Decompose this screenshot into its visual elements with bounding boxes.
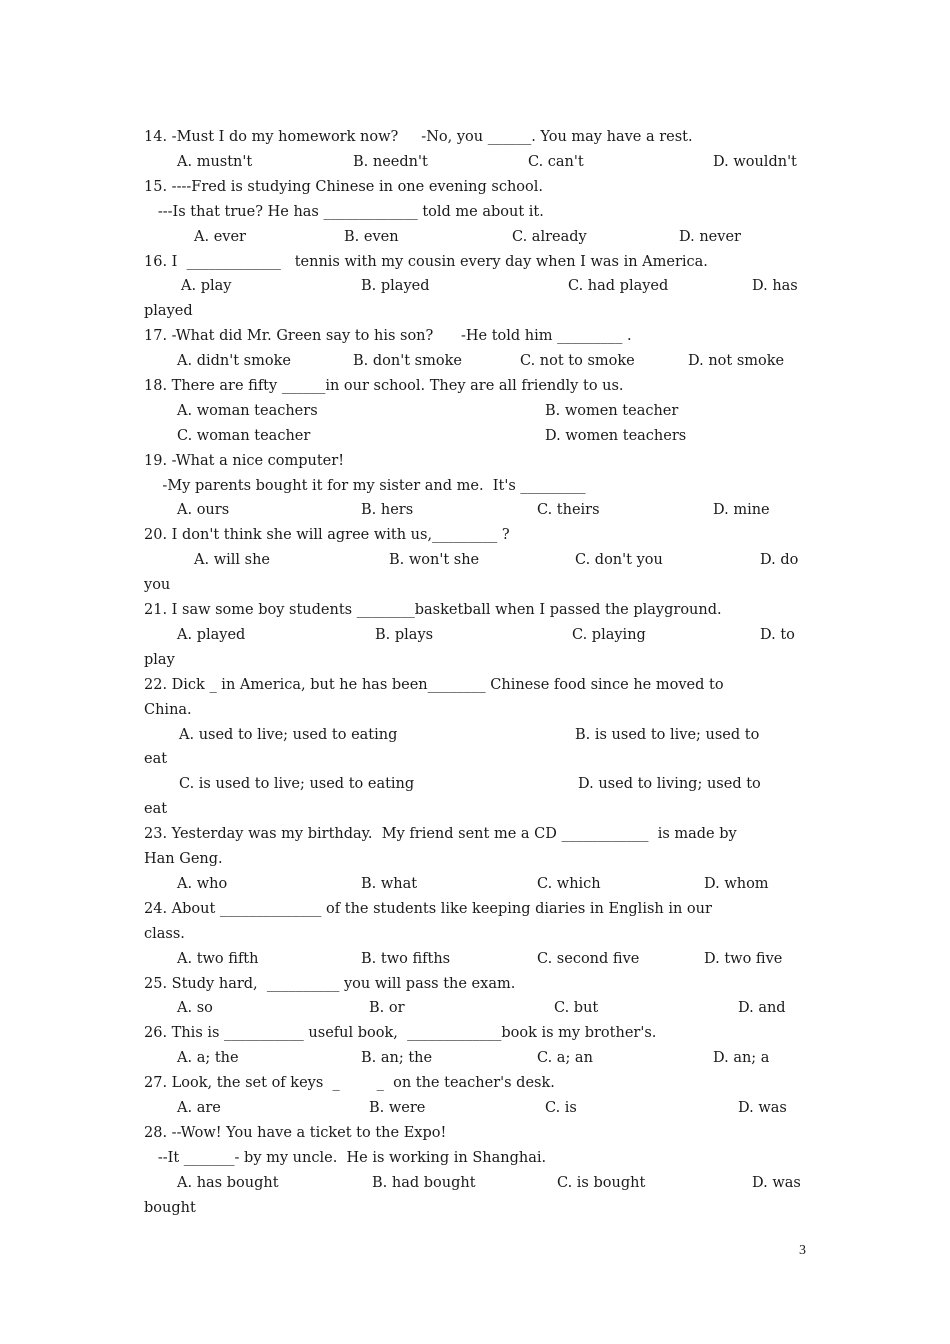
question-item (144, 1071, 824, 1121)
answer-option: B. an; the (361, 1050, 433, 1067)
answer-option: A. didn't smoke (177, 353, 291, 370)
answer-option: B. even (344, 228, 399, 245)
options-row (144, 947, 824, 972)
question-line: 18. There are fifty ______in our school. They are all friendly to us. (144, 378, 624, 394)
answer-option: C. don't you (575, 552, 663, 569)
answer-option: B. plays (375, 626, 434, 643)
question-line: eat (144, 801, 168, 818)
answer-option: C. which (537, 875, 601, 892)
options-row (144, 996, 824, 1021)
question-item (144, 523, 824, 598)
question-line: Han Geng. (144, 851, 223, 868)
question-line: 25. Study hard, __________ you will pass the exam. (144, 975, 516, 992)
question-line: 23. Yesterday was my birthday. My friend sent me a CD ____________ is made by (144, 826, 737, 843)
answer-option: A. mustn't (177, 153, 253, 170)
question-line: 26. This is ___________ useful book, _____________book is my brother's. (144, 1025, 657, 1042)
question-line: --It _______- by my uncle. He is working in Shanghai. (144, 1149, 547, 1166)
answer-option: B. don't smoke (353, 353, 462, 370)
answer-option: C. but (554, 1000, 599, 1017)
question-line: play (144, 651, 175, 668)
answer-option: C. is bought (557, 1174, 646, 1191)
question-line: 14. -Must I do my homework now? -No, you ______. You may have a rest. (144, 129, 693, 145)
answer-option: D. women teachers (545, 427, 687, 444)
question-line: ---Is that true? He has _____________ told me about it. (144, 203, 544, 220)
options-row (144, 623, 824, 648)
question-line: 28. --Wow! You have a ticket to the Expo! (144, 1125, 447, 1141)
answer-option: A. used to live; used to eating (179, 726, 398, 743)
options-row (144, 150, 824, 175)
answer-option: A. ours (177, 502, 230, 519)
answer-option: D. to (760, 626, 795, 643)
answer-option: C. is (545, 1100, 577, 1117)
options-row (144, 274, 824, 299)
answer-option: A. ever (194, 228, 246, 245)
answer-option: B. hers (361, 502, 414, 519)
question-line: eat (144, 751, 168, 768)
answer-option: C. playing (572, 626, 646, 643)
answer-option: D. was (752, 1174, 801, 1191)
answer-option: A. played (177, 626, 246, 643)
answer-option: C. had played (568, 278, 669, 295)
question-line: 19. -What a nice computer! (144, 452, 345, 469)
question-line: 27. Look, the set of keys _ _ on the teacher's desk. (144, 1075, 555, 1092)
answer-option: A. has bought (177, 1174, 279, 1191)
answer-option: D. mine (713, 502, 770, 519)
answer-option: A. play (181, 278, 232, 295)
question-line: you (144, 577, 171, 594)
answer-option: D. was (738, 1100, 787, 1117)
question-item (144, 1021, 824, 1071)
question-line: 20. I don't think she will agree with us,_________ ? (144, 527, 510, 544)
question-line: 17. -What did Mr. Green say to his son? -He told him _________ . (144, 328, 632, 345)
options-row (144, 349, 824, 374)
options-row (144, 424, 824, 449)
question-item (144, 822, 824, 897)
options-row (144, 225, 824, 250)
answer-option: B. or (369, 1000, 405, 1017)
question-line: 15. ----Fred is studying Chinese in one evening school. (144, 178, 543, 195)
answer-option: C. not to smoke (520, 353, 635, 370)
answer-option: B. is used to live; used to (575, 726, 760, 743)
answer-option: C. already (512, 228, 587, 245)
question-line: -My parents bought it for my sister and me. It's _________ (144, 477, 586, 494)
question-line: 24. About ______________ of the students like keeping diaries in English in our (144, 900, 712, 917)
answer-option: B. what (361, 875, 418, 892)
answer-option: C. second five (537, 950, 640, 967)
question-line: 22. Dick _ in America, but he has been________ Chinese food since he moved to (144, 676, 724, 693)
answer-option: A. who (177, 875, 228, 892)
answer-option: D. never (679, 228, 741, 245)
options-row (144, 498, 824, 523)
answer-option: B. won't she (389, 552, 480, 569)
answer-option: A. will she (194, 552, 270, 569)
options-row (144, 872, 824, 897)
answer-option: D. whom (704, 875, 769, 892)
options-row (144, 548, 824, 573)
answer-option: C. theirs (537, 502, 600, 519)
answer-option: C. is used to live; used to eating (179, 776, 415, 793)
answer-option: A. so (177, 1000, 213, 1017)
answer-option: A. two fifth (177, 950, 259, 967)
question-line: bought (144, 1199, 196, 1216)
question-item (144, 897, 824, 972)
question-item (144, 598, 824, 673)
answer-option: D. not smoke (688, 353, 785, 370)
question-line: 16. I _____________ tennis with my cousin every day when I was in America. (144, 253, 708, 270)
answer-option: B. were (369, 1100, 426, 1117)
page-number: 3 (799, 1243, 806, 1258)
answer-option: D. has (752, 278, 798, 295)
question-item (144, 374, 824, 449)
question-item (144, 1121, 824, 1221)
question-line: China. (144, 701, 192, 718)
answer-option: C. can't (528, 153, 584, 170)
question-item (144, 972, 824, 1022)
options-row (144, 1171, 824, 1196)
options-row (144, 1046, 824, 1071)
answer-option: D. two five (704, 950, 783, 967)
question-line: class. (144, 925, 185, 942)
question-line: 21. I saw some boy students ________basketball when I passed the playground. (144, 602, 722, 619)
answer-option: C. a; an (537, 1050, 593, 1067)
options-row (144, 399, 824, 424)
answer-option: A. are (177, 1100, 221, 1117)
answer-option: D. used to living; used to (578, 776, 761, 793)
question-item (144, 175, 824, 250)
answer-option: B. two fifths (361, 950, 451, 967)
answer-option: B. played (361, 278, 430, 295)
answer-option: B. needn't (353, 153, 428, 170)
question-item (144, 449, 824, 524)
answer-option: D. do (760, 552, 799, 569)
options-row (144, 723, 824, 748)
answer-option: D. wouldn't (713, 153, 797, 170)
question-item (144, 125, 824, 175)
answer-option: D. and (738, 1000, 786, 1017)
question-line: played (144, 303, 193, 320)
question-item (144, 324, 824, 374)
answer-option: A. a; the (177, 1050, 239, 1067)
answer-option: B. women teacher (545, 402, 679, 419)
answer-option: C. woman teacher (177, 427, 311, 444)
options-row (144, 772, 824, 797)
question-item (144, 673, 824, 822)
answer-option: B. had bought (372, 1174, 476, 1191)
answer-option: A. woman teachers (177, 402, 318, 419)
question-item (144, 250, 824, 325)
options-row (144, 1096, 824, 1121)
answer-option: D. an; a (713, 1050, 770, 1067)
